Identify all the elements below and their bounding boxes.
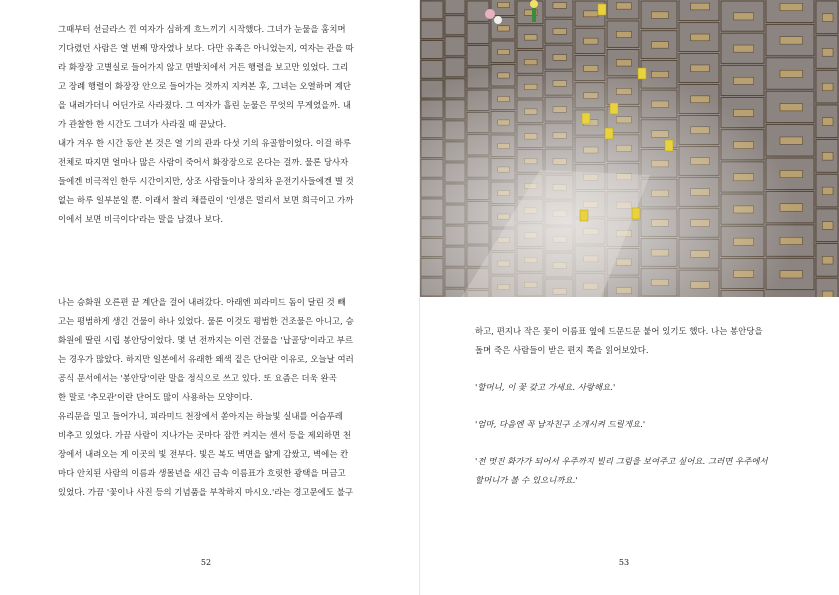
text-line: 고 장례 행렬이 화장장 안으로 들어가는 것까지 지켜본 후, 그녀는 오열하며 계단 [58, 81, 352, 91]
text-line: 비추고 있었다. 가끔 사람이 지나가는 곳마다 잠깐 켜지는 센서 등을 제외하면 천 [58, 430, 352, 440]
text-line: 있었다. 가끔 '꽃이나 사진 등의 기념품을 부착하지 마시오.'라는 경고문에도 불구 [58, 487, 354, 497]
flower [485, 9, 495, 19]
sunlight-glow [420, 0, 839, 297]
text-line: 없는 하루 일부분일 뿐. 이래서 찰리 채플린이 '인생은 멀리서 보면 희극이고 가까 [58, 195, 354, 205]
right-page [420, 0, 839, 595]
letter-quote: '전 멋진 화가가 되어서 우주까지 빌리 그림을 보여주고 싶어요. 그러면 우주에서 [475, 456, 768, 466]
text-line: 유리문을 밀고 들어가니, 피라미드 천장에서 쏟아지는 하늘빛 실내를 어슴푸레 [58, 411, 343, 421]
letter-note [638, 68, 646, 79]
letter-quote: 할머니가 볼 수 있으니까요.' [475, 475, 578, 485]
text-line: 나는 승화원 오른편 끝 계단을 걸어 내려갔다. 아래엔 피라미드 돔이 달린 것 빼 [58, 297, 346, 307]
text-line: 돌며 죽은 사람들이 받은 편지 쪽을 읽어보았다. [475, 345, 649, 355]
text-line: 화원에 딸린 시립 봉안당이었다. 몇 년 전까지는 이런 건물을 '납골당'이라고 부르 [58, 335, 354, 345]
page-number: 53 [618, 558, 630, 567]
text-line: 한 말로 '추모관'이란 단어도 많이 사용하는 모양이다. [58, 392, 253, 402]
letter-note [605, 128, 613, 139]
columbarium-wall-image [420, 0, 839, 297]
letter-note [580, 210, 588, 221]
text-line: 이에서 보면 비극이다'라는 말을 남겼나 보다. [58, 214, 224, 224]
text-line: 는 경우가 많았다. 하지만 일본에서 유래한 왜색 짙은 단어란 이유로, 오늘날 여러 [58, 354, 354, 364]
flower [530, 0, 538, 8]
paragraph-3 [58, 293, 366, 502]
text-line: 하고, 편지나 작은 꽃이 이름표 옆에 드문드문 붙어 있기도 했다. 나는 봉안당을 [475, 326, 763, 336]
letter-note [610, 103, 618, 114]
text-line: 공식 문서에서는 '봉안당'이란 말을 정식으로 쓰고 있다. 또 요즘은 더욱 완곡 [58, 373, 337, 383]
right-text [475, 322, 805, 490]
text-line: 고는 평범하게 생긴 건물이 하나 있었다. 물론 이것도 평범한 건조물은 아니고, 승 [58, 316, 354, 326]
flower [494, 16, 502, 24]
text-line: 기다렸던 사람은 열 번째 망자였나 보다. 다만 유족은 아니었는지, 여자는 관을 따 [58, 43, 354, 53]
columbarium-photo [420, 0, 839, 297]
text-line: 마다 안치된 사람의 이름과 생몰년을 새긴 금속 이름표가 흐릿한 광택을 머금고 [58, 468, 346, 478]
text-line: 그때부터 선글라스 낀 여자가 심하게 흐느끼기 시작했다. 그녀가 눈물을 훔치며 [58, 24, 346, 34]
text-line: 내가 겨우 한 시간 동안 본 것은 열 기의 관과 다섯 기의 유골함이었다. 이걸 하루 [58, 138, 352, 148]
paragraph-1 [58, 20, 366, 229]
letter-quote: '엄마, 다음엔 꼭 남자친구 소개시켜 드릴게요.' [475, 419, 646, 429]
letter-quote: '할머니, 이 꽃 갖고 가세요. 사랑해요.' [475, 382, 616, 392]
text-line: 전체로 따지면 얼마나 많은 사람이 죽어서 화장장으로 온다는 걸까. 물론 당사자 [58, 157, 349, 167]
text-line: 들에겐 비극적인 한두 시간이지만, 상조 사람들이나 장의차 운전기사들에겐 별 것 [58, 176, 354, 186]
letter-note [665, 140, 673, 151]
text-line: 장에서 내려오는 게 이곳의 빛 전부다. 빛은 복도 벽면을 얇게 감쌌고, 벽에는 칸 [58, 449, 349, 459]
text-line: 라 화장장 고별실로 들어가지 않고 면발치에서 거든 행렬을 보고만 있었다. 그리 [58, 62, 349, 72]
letter-note [598, 4, 606, 15]
page-number: 52 [200, 558, 212, 567]
left-page [0, 0, 419, 595]
letter-note [582, 113, 590, 124]
text-line: 가 관찰한 한 시간도 그녀가 사라질 때 끝났다. [58, 119, 227, 129]
text-line: 을 내려가더니 어딘가로 사라졌다. 그 여자가 흘린 눈물은 무엇의 무게였을까. 내 [58, 100, 352, 110]
letter-note [632, 208, 640, 219]
